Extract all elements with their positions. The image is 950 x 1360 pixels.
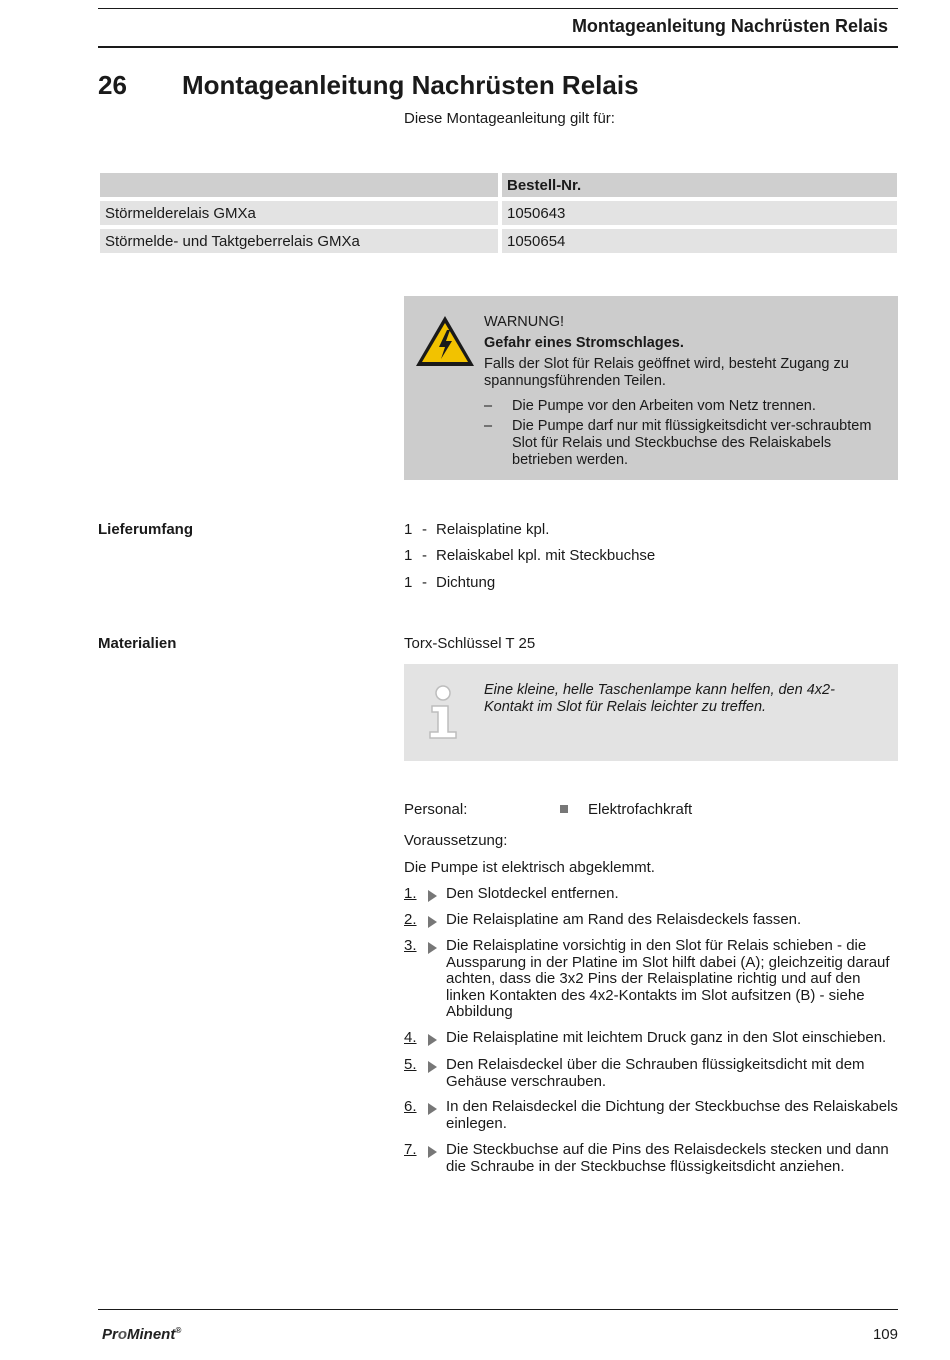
warning-box [404, 296, 898, 480]
step-item [404, 1142, 898, 1175]
logo-part: o [117, 1326, 128, 1343]
page-number: 109 [872, 1326, 898, 1343]
brand-logo [102, 1326, 181, 1343]
arrow-icon [428, 1103, 437, 1115]
item-name: Relaisplatine kpl. [436, 521, 550, 538]
table-header-row [100, 173, 897, 197]
step-item [404, 938, 898, 1021]
step-item [404, 886, 898, 903]
personnel-label: Personal: [404, 801, 468, 818]
applies-to-text: Diese Montageanleitung gilt für: [404, 110, 615, 127]
info-icon [424, 684, 460, 742]
step-text: Die Steckbuchse auf die Pins des Relaisdeckels stecken und dann die Schraube in der Steckbuchse flüssigkeitsdicht anziehen. [446, 1141, 889, 1175]
table-cell-product: Störmelderelais GMXa [100, 201, 498, 225]
table-cell-order-no: 1050654 [498, 229, 897, 253]
header-title: Montageanleitung Nachrüsten Relais [571, 16, 888, 36]
step-number: 4. [404, 1029, 417, 1046]
logo-reg: ® [175, 1326, 182, 1335]
electric-hazard-icon [414, 314, 476, 368]
table-cell-order-no: 1050643 [498, 201, 897, 225]
arrow-icon [428, 1146, 437, 1158]
step-text: In den Relaisdeckel die Dichtung der Steckbuchse des Relaiskabels einlegen. [446, 1098, 898, 1132]
warning-action [484, 418, 884, 469]
header-bottom-rule [98, 46, 898, 48]
arrow-icon [428, 1061, 437, 1073]
info-box [404, 664, 898, 761]
info-text: Eine kleine, helle Taschenlampe kann helfen, den 4x2-Kontakt im Slot für Relais leichter zu treffen. [484, 682, 835, 715]
header-top-rule [98, 8, 898, 9]
warning-action-text: Die Pumpe darf nur mit flüssigkeitsdicht ver-schraubtem Slot für Relais und Steckbuchse des Relaiskabels betrieben werden. [512, 418, 872, 468]
dash-bullet: – [484, 418, 493, 434]
arrow-icon [428, 942, 437, 954]
step-text: Die Relaisplatine mit leichtem Druck ganz in den Slot einschieben. [446, 1029, 887, 1046]
item-qty: 1 [404, 521, 413, 538]
step-item [404, 1030, 898, 1047]
list-item [404, 521, 549, 538]
prerequisite-text: Die Pumpe ist elektrisch abgeklemmt. [404, 859, 655, 876]
personnel-value: Elektrofachkraft [588, 801, 693, 818]
step-text: Die Relaisplatine vorsichtig in den Slot für Relais schieben - die Aussparung in der Platine im Slot hilft dabei (A); gleichzeitig darauf achten, dass die 3x2 Pins der Relaisplatine richtig und auf den linken Kontakten des 4x2-Kontakts im Slot aufsitzen (B) - siehe Abbildung [446, 937, 890, 1020]
step-number: 5. [404, 1056, 417, 1073]
footer-rule [98, 1309, 898, 1310]
table-header-cell: Bestell-Nr. [498, 173, 897, 197]
step-number: 6. [404, 1098, 417, 1115]
list-item [404, 574, 495, 591]
step-number: 7. [404, 1141, 417, 1158]
step-text: Die Relaisplatine am Rand des Relaisdeckels fassen. [446, 911, 802, 928]
item-sep: - [422, 521, 427, 538]
item-sep: - [422, 547, 427, 564]
item-qty: 1 [404, 547, 413, 564]
materials-item: Torx-Schlüssel T 25 [404, 635, 536, 652]
scope-label: Lieferumfang [98, 521, 194, 538]
prerequisite-label: Voraussetzung: [404, 832, 508, 849]
dash-bullet: – [484, 398, 493, 414]
arrow-icon [428, 1034, 437, 1046]
step-item [404, 1099, 898, 1132]
warning-subtitle: Gefahr eines Stromschlages. [484, 335, 684, 351]
arrow-icon [428, 890, 437, 902]
step-text: Den Relaisdeckel über die Schrauben flüssigkeitsdicht mit dem Gehäuse verschrauben. [446, 1056, 865, 1090]
item-name: Dichtung [436, 574, 496, 591]
step-number: 1. [404, 885, 417, 902]
table-header-cell [100, 173, 498, 197]
warning-text: Falls der Slot für Relais geöffnet wird, besteht Zugang zu spannungsführenden Teilen. [484, 356, 849, 389]
arrow-icon [428, 916, 437, 928]
chapter-number: 26 [98, 70, 127, 100]
item-sep: - [422, 574, 427, 591]
chapter-title: Montageanleitung Nachrüsten Relais [182, 70, 639, 100]
step-item [404, 1057, 898, 1090]
step-text: Den Slotdeckel entfernen. [446, 885, 619, 902]
list-item [404, 547, 655, 564]
logo-part: Pr [102, 1326, 118, 1343]
square-bullet-icon [560, 805, 568, 813]
order-number-table [100, 169, 897, 257]
table-row [100, 201, 897, 225]
step-number: 3. [404, 937, 417, 954]
warning-action [484, 398, 884, 415]
item-name: Relaiskabel kpl. mit Steckbuchse [436, 547, 656, 564]
item-qty: 1 [404, 574, 413, 591]
step-number: 2. [404, 911, 417, 928]
table-row [100, 229, 897, 253]
warning-title: WARNUNG! [484, 314, 565, 330]
materials-label: Materialien [98, 635, 177, 652]
table-cell-product: Störmelde- und Taktgeberrelais GMXa [100, 229, 498, 253]
warning-action-text: Die Pumpe vor den Arbeiten vom Netz trennen. [512, 398, 816, 414]
step-item [404, 912, 898, 929]
logo-part: Minent [127, 1326, 176, 1343]
